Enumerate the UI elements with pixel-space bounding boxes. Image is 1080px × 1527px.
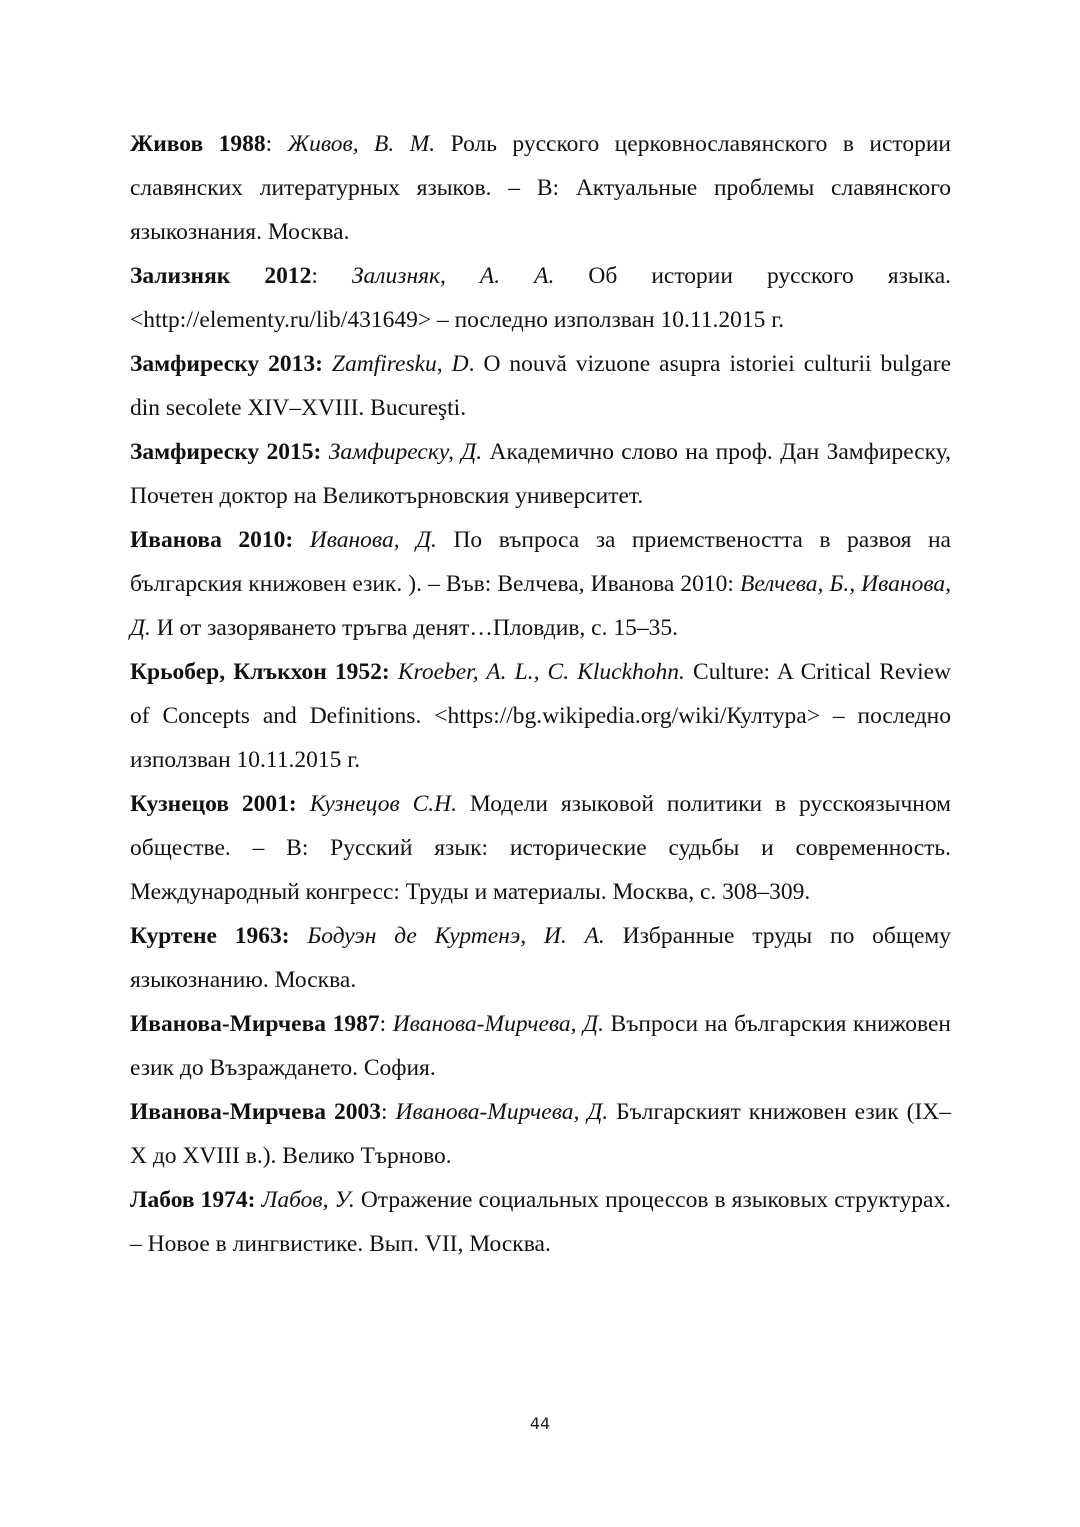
- entry-key: Кузнецов 2001:: [130, 791, 297, 817]
- bibliography-entry: [130, 1178, 951, 1266]
- entry-key: Замфиреску 2013:: [130, 351, 323, 377]
- bibliography-entry: [130, 518, 951, 650]
- entry-text: Роль русского церковнославянского в истории славянских литературных языков. – В: Актуальные проблемы славянского языкознания. Москва.: [130, 131, 951, 245]
- bibliography-entry: [130, 122, 951, 254]
- entry-separator: :: [381, 1099, 396, 1125]
- entry-key: Иванова-Мирчева 2003: [130, 1099, 381, 1125]
- entry-text: Об истории русского языка. <http://elementy.ru/lib/431649> – последно използван 10.11.2015 г.: [130, 263, 952, 333]
- entry-author: Иванова, Д.: [309, 527, 437, 553]
- entry-separator: [297, 791, 310, 817]
- entry-author: Zamfiresku, D: [331, 351, 469, 377]
- entry-key: Замфиреску 2015:: [130, 439, 322, 465]
- bibliography-entry: [130, 254, 951, 342]
- entry-key: Живов 1988: [130, 131, 266, 157]
- entry-separator: :: [379, 1011, 393, 1037]
- entry-author: Лабов, У.: [261, 1187, 355, 1213]
- entry-separator: :: [265, 131, 288, 157]
- bibliography-entry: [130, 342, 951, 430]
- entry-author: Kroeber, A. L., C. Kluckhohn.: [397, 659, 685, 685]
- bibliography-entry: [130, 782, 951, 914]
- entry-separator: [323, 351, 332, 377]
- entry-separator: [321, 439, 328, 465]
- entry-text: Българският книжовен език (IX–X до XVIII в.). Велико Търново.: [130, 1099, 952, 1169]
- bibliography-list: [130, 122, 951, 1266]
- entry-author: Кузнецов С.Н.: [309, 791, 457, 817]
- entry-key: Куртене 1963:: [130, 923, 290, 949]
- bibliography-entry: [130, 650, 951, 782]
- entry-author: Замфиреску, Д.: [328, 439, 483, 465]
- entry-key: Лабов 1974:: [130, 1187, 256, 1213]
- bibliography-entry: [130, 1002, 951, 1090]
- entry-key: Крьобер, Клъкхон 1952:: [130, 659, 390, 685]
- entry-author: Иванова-Мирчева, Д.: [395, 1099, 609, 1125]
- entry-author: Живов, В. М.: [287, 131, 436, 157]
- entry-author: Бодуэн де Куртенэ, И. А.: [307, 923, 605, 949]
- entry-separator: :: [311, 263, 352, 289]
- bibliography-entry: [130, 430, 951, 518]
- page-number: 44: [529, 1414, 551, 1433]
- entry-text-secondary: И от зазоряването тръгва денят…Пловдив, с. 15–35.: [150, 615, 678, 641]
- entry-separator: [390, 659, 398, 685]
- entry-text: Culture: A Critical Review of Concepts and Definitions. <https://bg.wikipedia.org/wiki/Култура> – последно използван 10.11.2015 г.: [130, 659, 951, 773]
- entry-author-secondary: Велчева, Б., Иванова, Д.: [130, 571, 951, 641]
- entry-text: Въпроси на българския книжовен език до Възраждането. София.: [130, 1011, 951, 1081]
- entry-separator: [293, 527, 310, 553]
- entry-text: По въпроса за приемствеността в развоя на българския книжовен език. ). – Във: Велчева, Иванова 2010:: [130, 527, 951, 597]
- entry-text: Академично слово на проф. Дан Замфиреску, Почетен доктор на Великотърновския университет.: [130, 439, 952, 509]
- bibliography-entry: [130, 1090, 951, 1178]
- bibliography-entry: [130, 914, 951, 1002]
- entry-separator: [290, 923, 308, 949]
- entry-text: Избранные труды по общему языкознанию. Москва.: [130, 923, 952, 993]
- entry-author: Зализняк, А. А.: [351, 263, 555, 289]
- entry-key: Зализняк 2012: [130, 263, 312, 289]
- entry-text: Отражение социальных процессов в языковых структурах. – Новое в лингвистике. Вып. VII, Москва.: [130, 1187, 951, 1257]
- entry-text: . O nouvă vizuone asupra istoriei culturii bulgare din secolete XIV–XVIII. Bucureşti.: [130, 351, 951, 421]
- entry-key: Иванова 2010:: [130, 527, 294, 553]
- entry-key: Иванова-Мирчева 1987: [130, 1011, 380, 1037]
- entry-text: Модели языковой политики в русскоязычном обществе. – В: Русский язык: исторические судьбы и современность. Международный конгресс: Труды и материалы. Москва, с. 308–309.: [130, 791, 952, 905]
- entry-author: Иванова-Мирчева, Д.: [392, 1011, 604, 1037]
